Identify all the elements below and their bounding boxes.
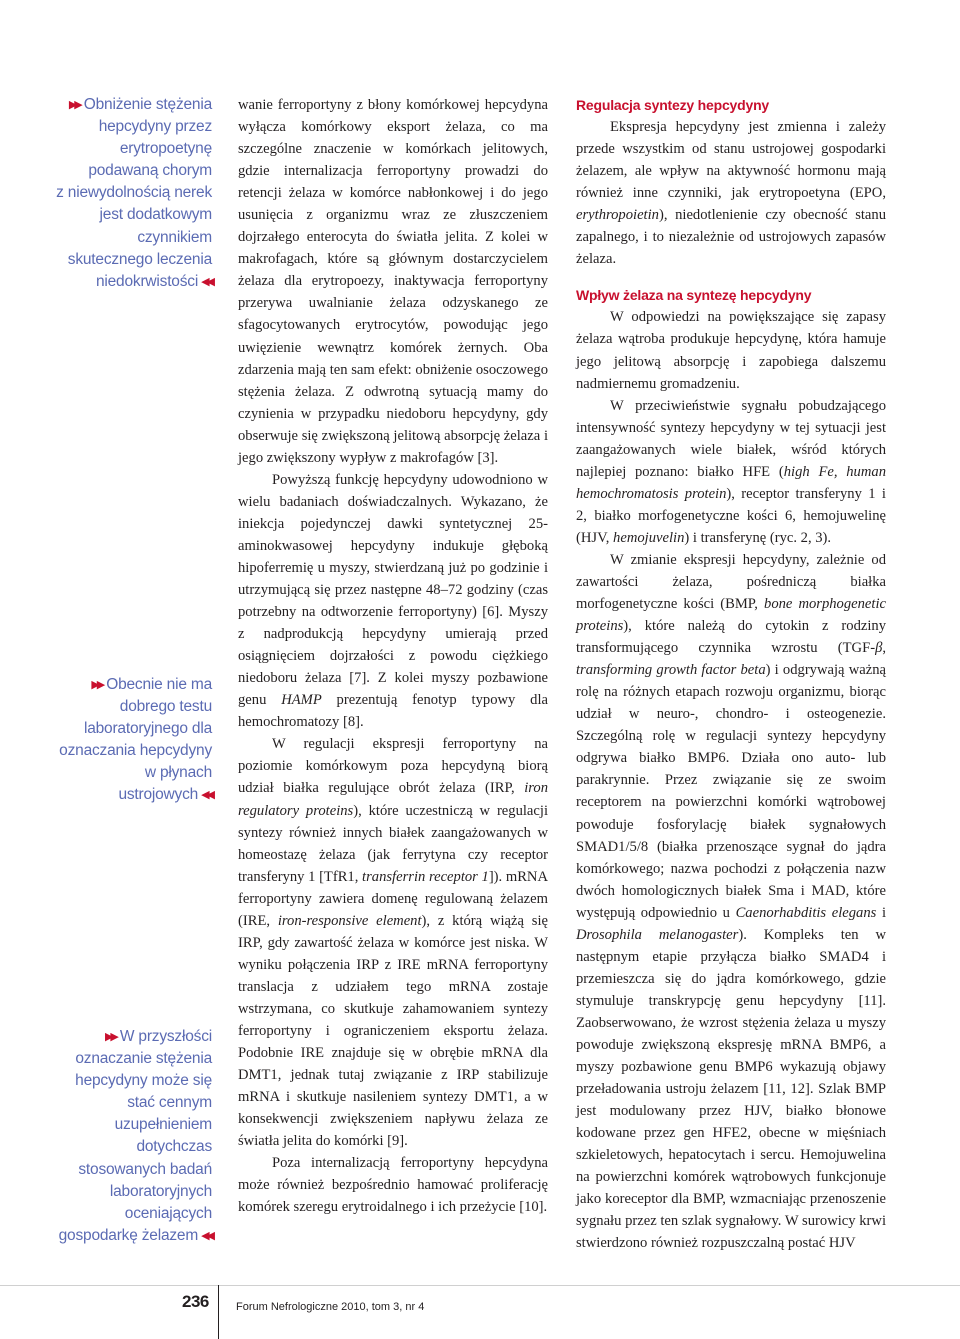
pull-quote-line: Obecnie nie ma — [106, 676, 212, 693]
pull-quote-line: oznaczania hepcydyny — [59, 742, 212, 760]
text-run: W regulacji ekspresji ferroportyny na poziomie komórkowym poza hepcydyną biorą udział białka regulujące obrót żelaza (IRP, — [238, 736, 548, 797]
greek-symbol: β — [875, 640, 883, 657]
pull-quote-line: czynnikiem — [137, 228, 212, 246]
text-run: Powyższą funkcję hepcydyny udowodniono w wielu badaniach doświadczalnych. Wykazano, że iniekcja pojedynczej dawki syntetycznej 25-aminokwasowej hepcydyny indukuje głęboką hipoferremię u myszy, stwierdzaną już po godzinie i utrzymującą się przez następne 48–72 godziny (czas potrzebny na odtworzenie ferroportyny) [6]. Myszy z nadprodukcją hepcydyny umierają przed osiągnięciem dojrzałości z powodu ciężkiego niedoboru żelaza [7]. Z kolei myszy pozbawione genu — [238, 471, 548, 709]
pull-quote-line: erytropoetynę — [119, 140, 212, 158]
text-run: ), niedotlenienie czy obecność stanu zapalnego, i to niezależnie od ustrojowych zapasów żelaza. — [576, 207, 886, 268]
text-column-2 — [576, 94, 886, 1254]
paragraph — [238, 733, 548, 1152]
italic-term: high Fe, human hemochromatosis protein — [576, 463, 886, 502]
pull-quote-line: stosowanych badań — [78, 1160, 212, 1178]
text-run: W przeciwieństwie sygnału pobudzającego intensywność syntezy hepcydyny w tej sytuacji jest zaangażowanych wiele białek, wśród których najlepiej poznano: białko HFE ( — [576, 397, 886, 480]
text-run: ) i odgrywają ważną rolę na różnych etapach rozwoju organizmu, biorąc udział w neuro-, chondro- i osteogenezie. Szczególną rolę w regulacji syntezy hepcydyny odgrywa białko BMP6. Działa ono auto- lub parakrynnie. Przez związanie się ze swoim receptorem na powierzchni komórki wątrobowej powoduje fosforylację białek sygnałowych SMAD1/5/8 (białka przenoszące sygnał do jądra komórkowego; nazwa pochodzi z połączenia nazw dwóch homologicznych białek Sma i MAD, które występują odpowiednio u — [576, 662, 886, 921]
pull-quote-line: ustrojowych — [118, 786, 199, 804]
text-run: prezentują fenotyp typowy dla hemochromatozy [8]. — [238, 692, 548, 731]
paragraph — [238, 469, 548, 734]
pull-quote-line: dobrego testu — [119, 698, 212, 716]
journal-citation: Forum Nefrologiczne 2010, tom 3, nr 4 — [236, 1301, 425, 1313]
pull-quote-line: podawaną chorym — [88, 162, 212, 180]
page-number: 236 — [182, 1292, 209, 1311]
text-run: Ekspresja hepcydyny jest zmienna i zależy przede wszystkim od stanu ustrojowej gospodarki żelazem, ale wpływ na aktywność hormonu mają również inne czynniki, jak erytropoetyna (EPO, — [576, 119, 886, 202]
paragraph — [576, 549, 886, 1255]
paragraph — [576, 116, 886, 270]
italic-term: erythropoietin — [576, 207, 659, 224]
double-arrow-right-icon: ▶▶ — [104, 1031, 116, 1043]
pull-quote-line: W przyszłości — [119, 1028, 212, 1045]
pull-quote-line: laboratoryjnego dla — [83, 720, 212, 738]
italic-term: iron-responsive element — [277, 912, 422, 929]
section-heading: Wpływ żelaza na syntezę hepcydyny — [576, 287, 812, 304]
text-run: i — [876, 904, 887, 921]
text-run: W zmianie ekspresji hepcydyny, zależnie od zawartości żelaza, pośredniczą białka morfogenetyczne kości (BMP, — [576, 551, 886, 613]
italic-term: Caenorhabditis elegans — [735, 904, 877, 921]
text-run: , — [882, 640, 886, 657]
text-run: ), receptor transferyny 1 i 2, białko morfogenetyczne kości 6, hemojuwelinę (HJV, — [576, 485, 886, 546]
pull-quote-line: dotychczas — [136, 1138, 212, 1156]
pull-quote-line: w płynach — [144, 764, 212, 782]
text-run: ]). mRNA ferroportyny zawiera domenę regulowaną żelazem (IRE, — [238, 868, 549, 929]
italic-term: hemojuvelin — [613, 529, 685, 546]
paragraph: wanie ferroportyny z błony komórkowej hepcydyna wyłącza komórkowy eksport żelaza, co ma szczególne znaczenie w komórkach jelitowych, gdzie internalizacja ferroportyny prowadzi do retencji żelaza w komórce nabłonkowej i do jego usunięcia z organizmu wraz ze złuszczeniem dojrzałego enterocyta do światła jelita. Z kolei w makrofagach, które są głównym dostarczycielem żelaza dla erytropoezy, inaktywacja ferroportyny przerywa uwalnianie żelaza odzyskanego ze sfagocytowanych erytrocytów, powodując jego uwięzienie wewnątrz komórek żernych. Oba zdarzenia mają ten sam efekt: obniżenie osoczowego stężenia żelaza. Z odwrotną sytuacją mamy do czynienia w przypadku niedoboru hepcydyny, gdy obserwuje się zwiększoną jelitową absorpcję żelaza i jego zwiększony wypływ z makrofagów [3]. — [238, 97, 548, 466]
pull-quote-1 — [40, 94, 212, 293]
pull-quote-line: laboratoryjnych — [109, 1182, 212, 1200]
pull-quote-line: uzupełnieniem — [114, 1116, 212, 1134]
double-arrow-left-icon: ◀◀ — [201, 1229, 212, 1242]
paragraph: Poza internalizacją ferroportyny hepcydyna może również bezpośrednio hamować proliferację komórek szeregu erytroidalnego i ich przeżycie [10]. — [238, 1155, 548, 1216]
double-arrow-right-icon: ▶▶ — [68, 99, 80, 111]
double-arrow-left-icon: ◀◀ — [201, 789, 212, 802]
italic-term: Drosophila melanogaster — [576, 926, 739, 943]
italic-term: transferrin receptor 1 — [362, 868, 489, 885]
text-run: ), które uczestniczą w regulacji syntezy również innych białek zaangażowanych w homeostazę żelaza (jak ferrytyna czy receptor transferyny 1 [TfR1, — [238, 802, 548, 885]
pull-quote-line: Obniżenie stężenia — [83, 96, 212, 113]
pull-quote-2 — [40, 674, 212, 807]
pull-quote-3 — [40, 1026, 212, 1247]
pull-quote-line: stać cennym — [127, 1094, 212, 1112]
italic-term: transforming growth factor beta — [576, 662, 766, 679]
paragraph — [576, 395, 886, 549]
pull-quote-line: hepcydyny przez — [98, 118, 212, 136]
pull-quote-line: oznaczanie stężenia — [75, 1050, 212, 1068]
pull-quote-line: gospodarkę żelazem — [58, 1226, 199, 1244]
double-arrow-right-icon: ▶▶ — [91, 679, 103, 691]
pull-quote-line: z niewydolnością nerek — [56, 184, 212, 202]
gene-name: HAMP — [281, 692, 322, 709]
pull-quote-line: jest dodatkowym — [99, 206, 212, 224]
section-heading: Regulacja syntezy hepcydyny — [576, 97, 770, 113]
footer-divider — [218, 1285, 219, 1339]
pull-quote-line: oceniających — [124, 1204, 212, 1222]
text-run: ), z którą wiążą się IRP, gdy zawartość żelaza w komórce jest niska. W wyniku połączenia IRP z IRE mRNA ferroportyny translacja z udziałem tego mRNA zostaje wstrzymana, co skutkuje zahamowaniem syntezy ferroportyny i ograniczeniem eksportu żelaza. Podobnie IRE znajduje się w obrębie mRNA dla DMT1, jednak tutaj związanie z IRP stabilizuje mRNA i skutkuje nasileniem syntezy DMT1, a w konsekwencji zwiększeniem napływu żelaza ze światła jelita do komórki [9]. — [238, 912, 548, 1150]
spacer — [576, 270, 886, 284]
italic-term: iron regulatory proteins — [238, 780, 548, 819]
italic-term: bone morphogenetic proteins — [576, 596, 886, 635]
double-arrow-left-icon: ◀◀ — [201, 275, 212, 288]
paragraph: W odpowiedzi na powiększające się zapasy żelaza wątroba produkuje hepcydynę, która hamuje jego jelitową absorpcję i zapobiega dalszemu nadmiernemu gromadzeniu. — [576, 309, 886, 392]
text-column-1 — [238, 94, 548, 1218]
footer-rule — [0, 1285, 960, 1286]
text-run: ) i transferynę (ryc. 2, 3). — [684, 529, 832, 546]
text-run: ), które należą do cytokin z rodziny transformującego czynnika wzrostu (TGF- — [576, 618, 886, 657]
text-run: ). Kompleks ten w następnym etapie przyłącza białko SMAD4 i przemieszcza się do jądra komórkowego, gdzie stymuluje transkrypcję genu hepcydyny [11]. Zaobserwowano, że wzrost stężenia żelaza u myszy powoduje zwiększoną ekspresję mRNA BMP6, a myszy pozbawione genu BMP6 wykazują objawy przeładowania ustroju żelazem [11, 12]. Szlak BMP jest modulowany przez HJV, białko błonowe kodowane przez gen HFE2, obecne w mięśniach szkieletowych, hepatocytach i sercu. Hemojuwelina na powierzchni komórek wątrobowych funkcjonuje jako koreceptor dla BMP, wzmacniając przenoszenie sygnału przez ten szlak sygnałowy. W surowicy krwi stwierdzono również rozpuszczalną postać HJV — [576, 926, 886, 1252]
pull-quote-line: hepcydyny może się — [75, 1072, 212, 1090]
pull-quote-line: niedokrwistości — [95, 272, 199, 290]
pull-quote-line: skutecznego leczenia — [67, 250, 212, 268]
